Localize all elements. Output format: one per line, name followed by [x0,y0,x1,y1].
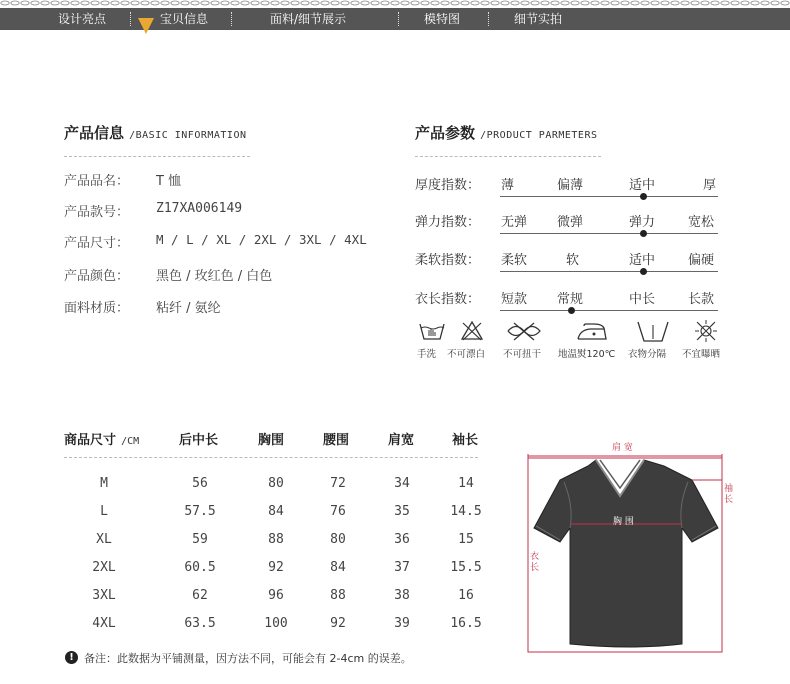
param-option: 厚 [703,178,717,193]
tshirt-measurement-diagram [522,436,744,658]
info-label: 产品品名： [64,174,130,189]
table-cell: M [100,476,108,491]
nav-separator [130,12,131,26]
no-bleach-icon [460,320,484,342]
table-cell: 80 [268,476,284,491]
table-cell: 14.5 [450,504,482,519]
body-length-label: 衣 长 [530,552,540,573]
param-option: 短款 [501,292,528,307]
separate-wash-icon [636,320,670,344]
table-title: 商品尺寸 [64,433,117,448]
table-cell: 72 [330,476,346,491]
table-cell: 100 [264,616,288,631]
info-label: 产品颜色： [64,269,130,284]
info-label: 产品款号： [64,205,130,220]
column-header: 胸围 [258,433,285,448]
table-cell: 84 [268,504,284,519]
param-scale-line [500,233,718,234]
top-decoration [0,0,790,6]
care-label: 地温熨120℃ [558,349,616,360]
table-cell: 16 [458,588,474,603]
param-label: 衣长指数： [415,292,481,307]
table-cell: 84 [330,560,346,575]
shoulder-width-label: 肩 宽 [612,443,633,453]
param-indicator-dot [640,230,647,237]
table-cell: 16.5 [450,616,482,631]
param-option: 软 [566,253,580,268]
section-title: 产品参数 [415,124,476,142]
param-option: 适中 [629,178,656,193]
nav-separator [488,12,489,26]
table-cell: 80 [330,532,346,547]
chest-label: 胸 围 [613,517,634,527]
param-indicator-dot [640,268,647,275]
nav-separator [398,12,399,26]
nav-tab-fabric[interactable]: 面料/细节展示 [270,12,347,26]
table-cell: 88 [330,588,346,603]
nav-tab-detail-photos[interactable]: 细节实拍 [514,12,563,26]
param-option: 微弹 [557,215,584,230]
column-header: 肩宽 [388,433,415,448]
table-cell: L [100,504,108,519]
param-label: 柔软指数： [415,253,481,268]
table-cell: 96 [268,588,284,603]
param-option: 无弹 [501,215,528,230]
nav-tab-model[interactable]: 模特图 [424,12,461,26]
info-label: 面料材质： [64,301,130,316]
care-label: 衣物分隔 [628,349,667,360]
divider [415,156,601,157]
table-cell: 4XL [92,616,116,631]
table-cell: XL [96,532,112,547]
table-cell: 59 [192,532,208,547]
size-table-title [64,429,139,448]
column-header: 袖长 [452,433,479,448]
sleeve-length-label: 袖 长 [724,484,734,505]
param-option: 偏硬 [688,253,715,268]
param-option: 长款 [688,292,715,307]
column-header: 腰围 [323,433,350,448]
param-scale-line [500,271,718,272]
info-value: T 恤 [156,174,182,189]
care-label: 不宜曝晒 [682,349,721,360]
param-indicator-dot [568,307,575,314]
iron-low-icon [574,320,610,342]
table-cell: 3XL [92,588,116,603]
product-params-heading [415,122,597,143]
info-value: Z17XA006149 [156,201,243,216]
section-subtitle: /PRODUCT PARMETERS [480,130,598,141]
table-unit: /CM [121,436,140,447]
table-cell: 14 [458,476,474,491]
param-label: 厚度指数： [415,178,481,193]
info-label: 产品尺寸： [64,236,130,251]
info-value: 粘纤 / 氨纶 [156,301,221,316]
param-indicator-dot [640,193,647,200]
table-cell: 56 [192,476,208,491]
nav-tab-design[interactable]: 设计亮点 [58,12,107,26]
warning-icon: ! [65,651,78,664]
info-value: 黑色 / 玫红色 / 白色 [156,269,273,284]
param-scale-line [500,196,718,197]
table-cell: 36 [394,532,410,547]
table-cell: 39 [394,616,410,631]
measurement-note: 备注：此数据为平铺测量，因方法不同，可能会有 2-4cm 的误差。 [84,652,412,665]
table-cell: 76 [330,504,346,519]
param-option: 宽松 [688,215,715,230]
nav-tab-product-info[interactable]: 宝贝信息 [160,12,209,26]
table-cell: 60.5 [184,560,216,575]
param-option: 柔软 [501,253,528,268]
param-option: 中长 [629,292,656,307]
column-header: 后中长 [179,433,219,448]
table-cell: 63.5 [184,616,216,631]
param-option: 偏薄 [557,178,584,193]
divider [64,457,478,458]
hand-wash-icon [418,320,446,342]
nav-separator [231,12,232,26]
table-cell: 34 [394,476,410,491]
param-label: 弹力指数： [415,215,481,230]
table-cell: 92 [330,616,346,631]
section-title: 产品信息 [64,124,125,142]
table-cell: 62 [192,588,208,603]
table-cell: 57.5 [184,504,216,519]
table-cell: 37 [394,560,410,575]
param-option: 常规 [557,292,584,307]
section-subtitle: /BASIC INFORMATION [129,130,247,141]
table-cell: 15 [458,532,474,547]
divider [64,156,250,157]
care-label: 不可漂白 [447,349,486,360]
table-cell: 35 [394,504,410,519]
info-value: M / L / XL / 2XL / 3XL / 4XL [156,232,367,247]
table-cell: 88 [268,532,284,547]
no-wring-icon [504,320,544,342]
table-cell: 38 [394,588,410,603]
table-cell: 92 [268,560,284,575]
param-option: 适中 [629,253,656,268]
care-label: 不可扭干 [503,349,542,360]
param-option: 薄 [501,178,515,193]
section-nav-bar [0,8,790,30]
table-cell: 2XL [92,560,116,575]
param-scale-line [500,310,718,311]
no-sun-dry-icon [694,319,718,343]
product-info-heading [64,122,246,143]
param-option: 弹力 [629,215,656,230]
care-label: 手洗 [417,349,437,360]
active-tab-pointer [138,18,154,34]
table-cell: 15.5 [450,560,482,575]
